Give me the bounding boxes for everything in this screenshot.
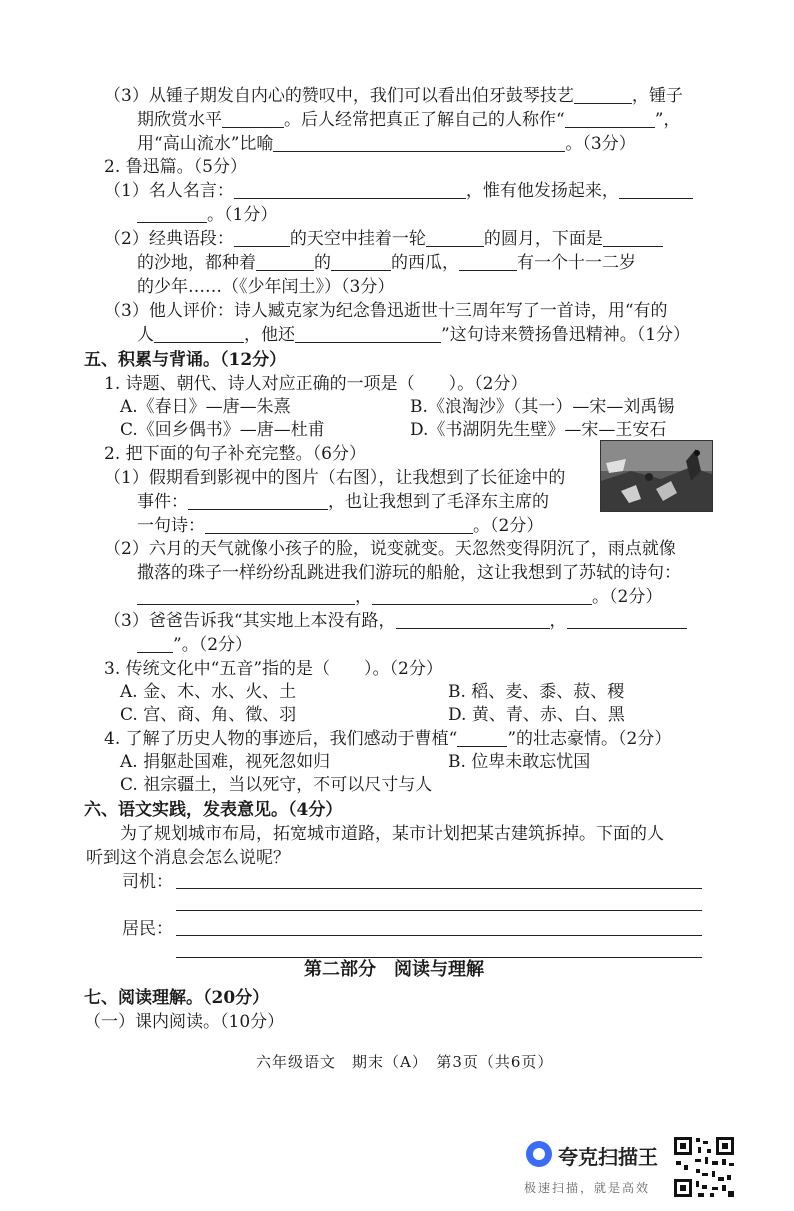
answer-blank[interactable] [273,132,565,152]
driver-answer-line-1[interactable] [176,888,702,889]
answer-blank[interactable] [565,108,655,128]
paragraph-line: 听到这个消息会怎么说呢？ [86,848,290,868]
option-d[interactable]: D. 黄、青、赤、白、黑 [448,705,625,725]
question-line [137,323,690,347]
question-line [137,490,549,514]
question-line: 2. 把下面的句子补充完整。（6分） [104,444,366,464]
answer-blank[interactable] [234,179,466,199]
question-text: （1）名人名言： [104,181,234,201]
question-line: （2）六月的天气就像小孩子的脸，说变就变。天忽然变得阴沉了，雨点就像 [104,539,676,559]
option-b[interactable]: B.《浪淘沙》（其一）—宋—刘禹锡 [410,397,675,417]
question-text: 人 [137,325,154,345]
question-text: 。（3分） [565,134,636,154]
question-text: （3）爸爸告诉我“其实地上本没有路， [104,611,396,631]
long-march-image [600,440,713,512]
question-line: 1. 诗题、朝代、诗人对应正确的一项是（ ）。（2分） [104,374,528,394]
scanner-logo-icon [526,1141,552,1167]
answer-blank[interactable] [331,251,391,271]
question-line [104,179,693,203]
question-line [104,727,671,751]
subsection-heading: （一）课内阅读。（10分） [84,1012,285,1032]
question-text: ，他还 [244,325,295,345]
question-text: 。后人经常把真正了解自己的人称作“ [284,110,565,130]
question-line [104,609,687,633]
answer-blank[interactable] [222,108,284,128]
scanner-watermark [522,1137,667,1203]
section-heading: 五、积累与背诵。（12分） [84,350,287,370]
answer-blank[interactable] [457,727,507,747]
resident-label: 居民： [122,919,173,939]
qr-code-graphic [672,1135,736,1199]
driver-label: 司机： [122,872,173,892]
subquestion-title: 2. 鲁迅篇。（5分） [104,157,247,177]
question-text: 事件： [137,492,188,512]
option-a[interactable]: A. 捐躯赴国难，视死忽如归 [120,752,331,772]
question-text: 的沙地，都种着 [137,253,256,273]
question-text: 。（2分） [592,587,663,607]
question-text: ”的壮志豪情。（2分） [507,729,672,749]
question-text: 一句诗： [137,516,205,536]
question-line [137,108,680,132]
question-line: 的少年……（《少年闰土》）（3分） [137,277,395,297]
answer-blank[interactable] [188,490,328,510]
question-text: ”， [654,110,681,130]
question-text: ， [549,611,567,631]
question-text: 。（2分） [473,516,544,536]
option-c[interactable]: C.《回乡偶书》—唐—杜甫 [120,420,325,440]
question-line: 3. 传统文化中“五音”指的是（ ）。（2分） [104,659,443,679]
question-line [137,203,277,227]
answer-blank[interactable] [567,609,687,629]
question-text: ”这句诗来赞扬鲁迅精神。（1分） [441,325,691,345]
answer-blank[interactable] [574,84,632,104]
option-b[interactable]: B. 稻、麦、黍、菽、稷 [448,682,625,702]
question-text: ， [355,587,372,607]
option-c[interactable]: C. 祖宗疆土，当以死守，不可以尺寸与人 [120,775,433,795]
question-line [137,251,636,275]
question-text: 期欣赏水平 [137,110,222,130]
question-text: 的 [314,253,331,273]
question-text: 用“高山流水”比喻 [137,134,274,154]
question-text: 的西瓜， [391,253,459,273]
answer-blank[interactable] [137,585,355,605]
question-text: ”。（2分） [173,635,253,655]
question-line [137,514,543,538]
question-text: 有一个十一二岁 [517,253,636,273]
resident-answer-line-1[interactable] [176,935,702,936]
question-line [137,132,636,156]
question-text: （3）从锺子期发自内心的赞叹中，我们可以看出伯牙鼓琴技艺 [104,86,574,106]
option-b[interactable]: B. 位卑未敢忘忧国 [448,752,591,772]
question-line [137,633,252,657]
question-text: （2）经典语段： [104,229,234,249]
question-text: ，锺子 [631,86,683,106]
answer-blank[interactable] [137,633,173,653]
question-text: ，也让我想到了毛泽东主席的 [328,492,549,512]
answer-blank[interactable] [619,179,693,199]
question-text: ，惟有他发扬起来， [465,181,619,201]
question-line [104,84,683,108]
illustration-image [601,441,713,512]
answer-blank[interactable] [256,251,314,271]
answer-blank[interactable] [205,514,473,534]
question-line: （3）他人评价：诗人臧克家为纪念鲁迅逝世十三周年写了一首诗，用“有的 [104,301,668,321]
option-a[interactable]: A. 金、木、水、火、土 [120,682,297,702]
question-line [137,585,662,609]
answer-blank[interactable] [372,585,592,605]
question-line [104,227,663,251]
question-line: （1）假期看到影视中的图片（右图），让我想到了长征途中的 [104,468,566,488]
question-text: 的天空中挂着一轮 [289,229,426,249]
scanner-tagline: 极速扫描，就是高效 [524,1181,651,1195]
page-footer: 六年级语文 期末（A） 第3页（共6页） [256,1053,554,1071]
question-line: 撒落的珠子一样纷纷乱跳进我们游玩的船舱，这让我想到了苏轼的诗句： [137,563,681,583]
part-title: 第二部分 阅读与理解 [304,959,484,980]
answer-blank[interactable] [426,227,484,247]
question-text: 。（1分） [207,205,278,225]
question-text: 4. 了解了历史人物的事迹后，我们感动于曹植“ [104,729,458,749]
option-c[interactable]: C. 宫、商、角、徵、羽 [120,705,297,725]
option-d[interactable]: D.《书湖阴先生壁》—宋—王安石 [410,420,667,440]
section-heading: 六、语文实践，发表意见。（4分） [84,800,343,820]
answer-blank[interactable] [234,227,290,247]
option-a[interactable]: A.《春日》—唐—朱熹 [120,397,291,417]
scanner-app-name: 夸克扫描王 [558,1145,658,1169]
section-heading: 七、阅读理解。（20分） [84,988,270,1008]
paragraph-line: 为了规划城市布局，拓宽城市道路，某市计划把某古建筑拆掉。下面的人 [120,824,664,844]
answer-blank[interactable] [603,227,663,247]
answer-blank[interactable] [295,323,441,343]
driver-answer-line-2[interactable] [176,910,702,911]
answer-blank[interactable] [459,251,517,271]
answer-blank[interactable] [137,203,207,223]
qr-code-icon[interactable] [672,1135,736,1199]
answer-blank[interactable] [396,609,550,629]
question-text: 的圆月，下面是 [483,229,603,249]
answer-blank[interactable] [154,323,244,343]
